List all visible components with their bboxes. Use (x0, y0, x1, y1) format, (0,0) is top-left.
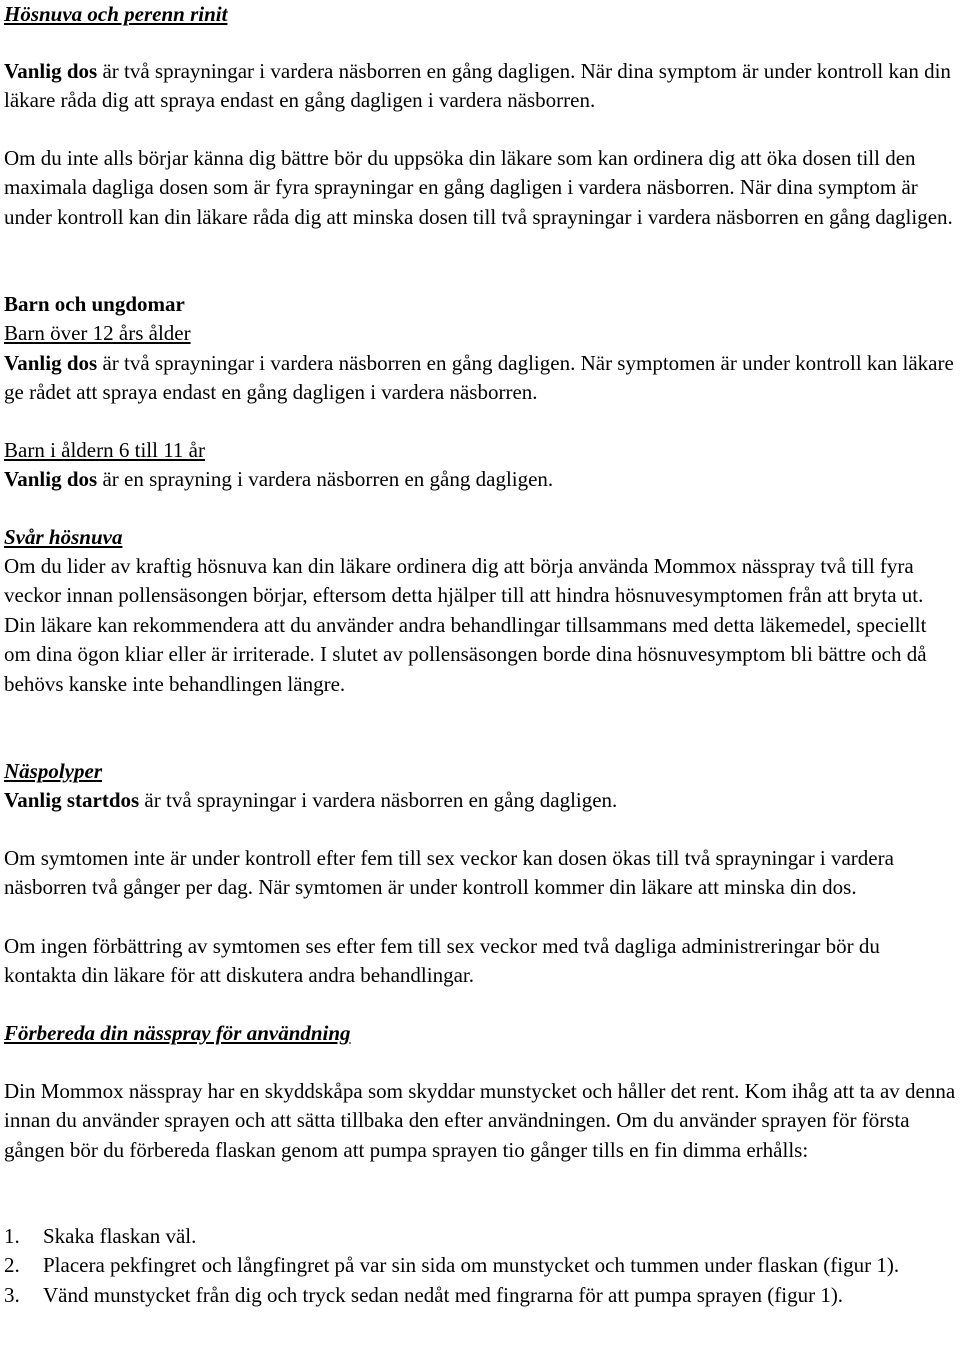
list-item-text: Skaka flaskan väl. (43, 1224, 197, 1248)
paragraph-symtomen-kontroll: Om symtomen inte är under kontroll efter fem till sex veckor kan dosen ökas till två sprayningar i vardera näsborren två gånger per dag. När symtomen är under kontroll kommer din läkare att minska din dos. (4, 846, 894, 900)
list-item-number: 2. (4, 1253, 20, 1278)
paragraph-vanlig-dos-barn6 (4, 465, 956, 494)
bold-label: Vanlig startdos (4, 788, 140, 812)
paragraph-text: är två sprayningar i vardera näsborren en gång dagligen. När dina symptom är under kontroll kan din läkare råda dig att spraya endast en gång dagligen i vardera näsborren. (4, 59, 951, 113)
hosnuva-title-text: Hösnuva och perenn rinit (4, 2, 228, 26)
paragraph-text: är en sprayning i vardera näsborren en gång dagligen. (97, 467, 554, 491)
bold-label: Vanlig dos (4, 351, 98, 375)
section-title-naspolyper: Näspolyper (4, 759, 102, 783)
section-title-svar-hosnuva: Svår hösnuva (4, 525, 123, 549)
section-title-hosnuva (4, 0, 227, 29)
list-item-text: Vänd munstycket från dig och tryck sedan nedåt med fingrarna för att pumpa sprayen (figur 1). (43, 1282, 844, 1307)
paragraph-text: är två sprayningar i vardera näsborren en gång dagligen. När symptomen är under kontroll kan läkare ge rådet att spraya endast en gång dagligen i vardera näsborren. (4, 351, 954, 405)
paragraph-vanlig-dos-barn12 (4, 349, 956, 408)
preparation-steps-list (4, 1222, 956, 1310)
subsection-title-barn6: Barn i åldern 6 till 11 år (4, 438, 205, 462)
section-title-barn: Barn och ungdomar (4, 292, 185, 316)
list-item (4, 1222, 956, 1251)
paragraph-oka-dos: Om du inte alls börjar känna dig bättre bör du uppsöka din läkare som kan ordinera dig att öka dosen till den maximala dagliga dosen som är fyra sprayningar en gång dagligen i vardera näsborren. När dina symptom är under kontroll kan din läkare råda dig att minska dosen till två sprayningar i vardera näsborren en gång dagligen. (4, 146, 953, 229)
list-item-number: 1. (4, 1224, 20, 1248)
list-item (4, 1251, 956, 1280)
paragraph-vanlig-dos-1 (4, 57, 956, 116)
bold-label: Vanlig dos (4, 467, 98, 491)
list-item-number: 3. (4, 1282, 20, 1307)
section-title-forbereda: Förbereda din nässpray för användning (4, 1021, 351, 1045)
paragraph-svar-hosnuva: Om du lider av kraftig hösnuva kan din läkare ordinera dig att börja använda Mommox nässpray två till fyra veckor innan pollensäsongen börjar, eftersom detta hjälper till att hindra hösnuvesymptomen från att bryta ut. Din läkare kan rekommendera att du använder andra behandlingar tillsammans med detta läkemedel, speciellt om dina ögon kliar eller är irriterade. I slutet av pollensäsongen borde dina hösnuvesymptom bli bättre och då behövs kanske inte behandlingen längre. (4, 554, 927, 696)
paragraph-vanlig-startdos (4, 786, 956, 815)
subsection-title-barn12: Barn över 12 års ålder (4, 321, 191, 345)
list-item-text: Placera pekfingret och långfingret på var sin sida om munstycket och tummen under flaskan (figur 1). (43, 1253, 900, 1278)
list-item (4, 1281, 956, 1310)
paragraph-skyddskapa: Din Mommox nässpray har en skyddskåpa som skyddar munstycket och håller det rent. Kom ihåg att ta av denna innan du använder sprayen och att sätta tillbaka den efter användningen. Om du använder sprayen för första gången bör du förbereda flaskan genom att pumpa sprayen tio gånger tills en fin dimma erhålls: (4, 1079, 956, 1162)
bold-label: Vanlig dos (4, 59, 98, 83)
paragraph-text: är två sprayningar i vardera näsborren en gång dagligen. (139, 788, 618, 812)
paragraph-ingen-forbattring: Om ingen förbättring av symtomen ses efter fem till sex veckor med två dagliga administreringar bör du kontakta din läkare för att diskutera andra behandlingar. (4, 934, 880, 988)
